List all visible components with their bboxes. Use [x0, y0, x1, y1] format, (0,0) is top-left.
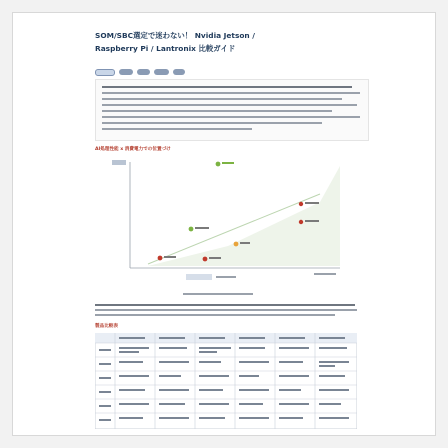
text-line [102, 122, 322, 124]
point-label [164, 256, 176, 258]
comparison-table [95, 333, 357, 429]
point-label [195, 227, 209, 229]
page-title [95, 29, 395, 55]
text-line [102, 104, 357, 106]
axis-legend-swatch [112, 160, 126, 165]
page-title-line-2: Raspberry Pi / Lantronix 比較ガイド [95, 44, 236, 53]
guide-page [12, 12, 436, 436]
chart-point [299, 202, 303, 206]
tab-2[interactable] [119, 69, 133, 75]
tab-bar [95, 69, 185, 76]
text-line [102, 86, 352, 88]
positioning-chart [108, 156, 348, 286]
chart-point [216, 162, 221, 167]
point-label [305, 220, 319, 222]
chart-legend-item [314, 273, 336, 275]
point-label [305, 202, 319, 204]
point-label [240, 242, 250, 244]
point-label [222, 162, 234, 164]
chart-point [158, 256, 163, 261]
chart-caption [183, 293, 253, 295]
chart-legend-item [186, 274, 212, 280]
tab-5[interactable] [173, 69, 185, 75]
chart-point [189, 227, 194, 232]
text-line [95, 314, 335, 316]
positioning-section-title: AI処理性能 x 消費電力での位置づけ [95, 147, 171, 152]
text-line [95, 309, 357, 311]
tab-4[interactable] [154, 69, 169, 75]
text-line [95, 304, 355, 306]
text-line [102, 98, 342, 100]
tab-1[interactable] [95, 69, 115, 76]
point-label [209, 257, 221, 259]
text-line [102, 92, 360, 94]
chart-point [234, 242, 239, 247]
intro-text-block [95, 79, 369, 141]
chart-point [299, 220, 303, 224]
text-line [102, 116, 360, 118]
chart-point [203, 257, 208, 262]
page-title-line-1: SOM/SBC選定で迷わない！ Nvidia Jetson / [95, 31, 255, 40]
chart-legend-item [216, 276, 236, 278]
text-line [102, 128, 252, 130]
text-line [102, 110, 332, 112]
tab-3[interactable] [137, 69, 150, 75]
comparison-section-title: 製品比較表 [95, 324, 118, 329]
